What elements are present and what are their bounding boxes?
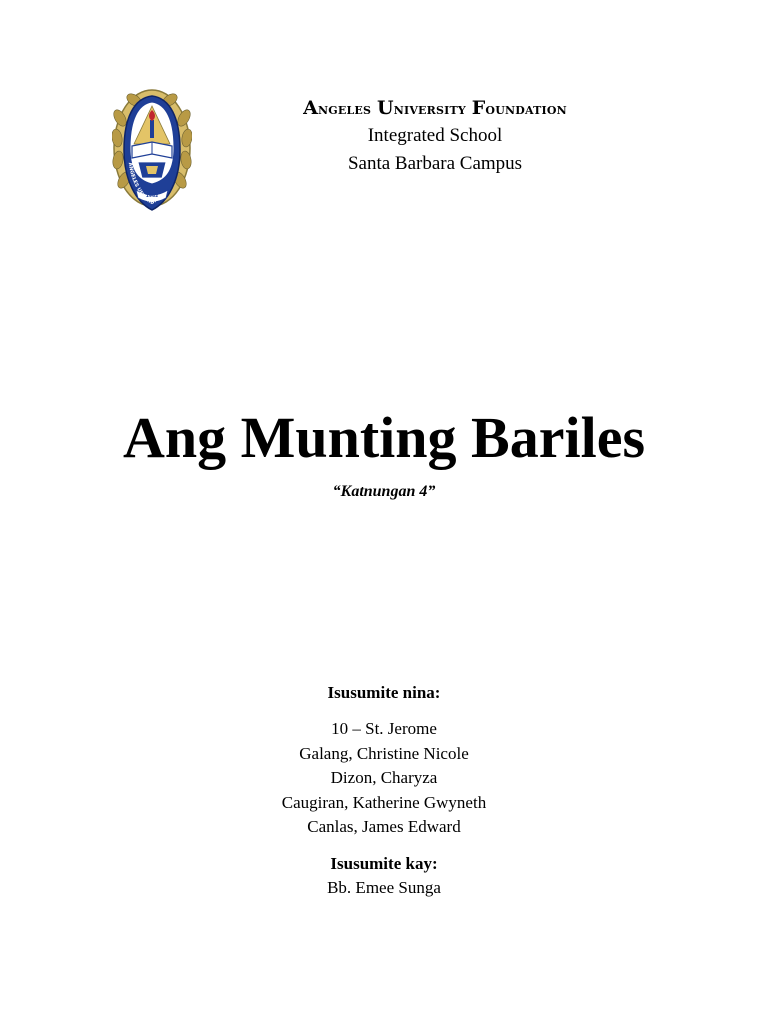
school-line: Integrated School [367, 125, 503, 146]
submitted-by-label: Isusumite nina: [327, 683, 441, 702]
school-header [230, 95, 640, 178]
uni-initial-2: U [376, 97, 394, 119]
document-title: Ang Munting Bariles [122, 405, 646, 470]
uni-rest-2: niversity [393, 99, 466, 118]
submission-block [0, 681, 768, 900]
uni-rest-1: ngeles [318, 99, 372, 118]
section-name: 10 – St. Jerome [331, 719, 437, 738]
uni-initial-3: F [471, 97, 486, 119]
submitted-by-list [0, 717, 768, 840]
uni-initial-1: A [303, 97, 319, 119]
uni-rest-3: oundation [485, 99, 567, 118]
submitted-to-label: Isusumite kay: [330, 853, 438, 873]
member-name: Dizon, Charyza [330, 768, 438, 788]
university-name [230, 95, 640, 122]
seal-lettering: ANGELES UNIVERSITY [126, 162, 163, 207]
member-name: Canlas, James Edward [307, 817, 461, 837]
teacher-name: Bb. Emee Sunga [327, 877, 441, 897]
campus-line: Santa Barbara Campus [347, 153, 523, 174]
member-name: Galang, Christine Nicole [299, 743, 469, 763]
university-seal-logo [112, 88, 192, 214]
document-subtitle: “Katnungan 4” [332, 483, 436, 500]
member-name: Caugiran, Katherine Gwyneth [281, 792, 487, 812]
seal-year: 1962 [145, 194, 159, 199]
